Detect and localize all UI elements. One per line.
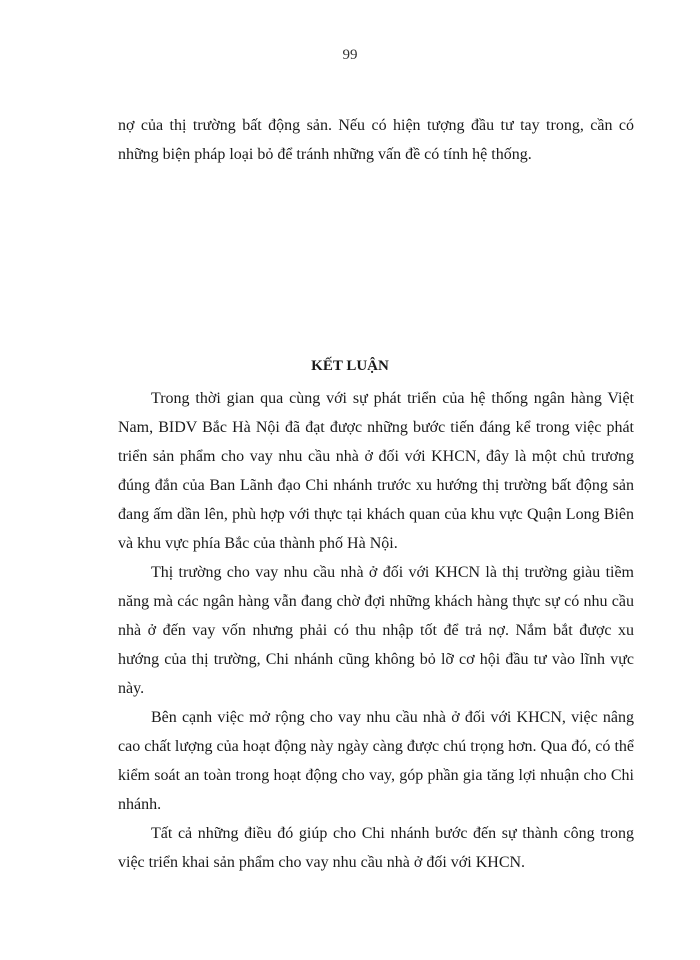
continuation-block — [118, 111, 634, 169]
page-number: 99 — [342, 47, 358, 63]
paragraph-3: Bên cạnh việc mở rộng cho vay nhu cầu nhà ở đối với KHCN, việc nâng cao chất lượng của hoạt động này ngày càng được chú trọng hơn. Qua đó, có thể kiểm soát an toàn trong hoạt động cho vay, góp phần gia tăng lợi nhuận cho Chi nhánh. — [118, 709, 634, 813]
section-heading: KẾT LUẬN — [311, 358, 389, 374]
paragraph-4: Tất cả những điều đó giúp cho Chi nhánh bước đến sự thành công trong việc triển khai sản phẩm cho vay nhu cầu nhà ở đối với KHCN. — [118, 825, 634, 871]
paragraph-1: Trong thời gian qua cùng với sự phát triển của hệ thống ngân hàng Việt Nam, BIDV Bắc Hà Nội đã đạt được những bước tiến đáng kể trong việc phát triển sản phẩm cho vay nhu cầu nhà ở đối với KHCN, đây là một chủ trương đúng đắn của Ban Lãnh đạo Chi nhánh trước xu hướng thị trường bất động sản đang ấm dần lên, phù hợp với thực tại khách quan của khu vực Quận Long Biên và khu vực phía Bắc của thành phố Hà Nội. — [118, 390, 634, 552]
continuation-paragraph: nợ của thị trường bất động sản. Nếu có hiện tượng đầu tư tay trong, cần có những biện pháp loại bỏ để tránh những vấn đề có tính hệ thống. — [118, 117, 634, 163]
conclusion-body — [118, 384, 634, 877]
paragraph-2: Thị trường cho vay nhu cầu nhà ở đối với KHCN là thị trường giàu tiềm năng mà các ngân hàng vẫn đang chờ đợi những khách hàng thực sự có nhu cầu nhà ở đến vay vốn nhưng phải có thu nhập tốt để trả nợ. Nắm bắt được xu hướng của thị trường, Chi nhánh cũng không bỏ lỡ cơ hội đầu tư vào lĩnh vực này. — [118, 564, 634, 697]
